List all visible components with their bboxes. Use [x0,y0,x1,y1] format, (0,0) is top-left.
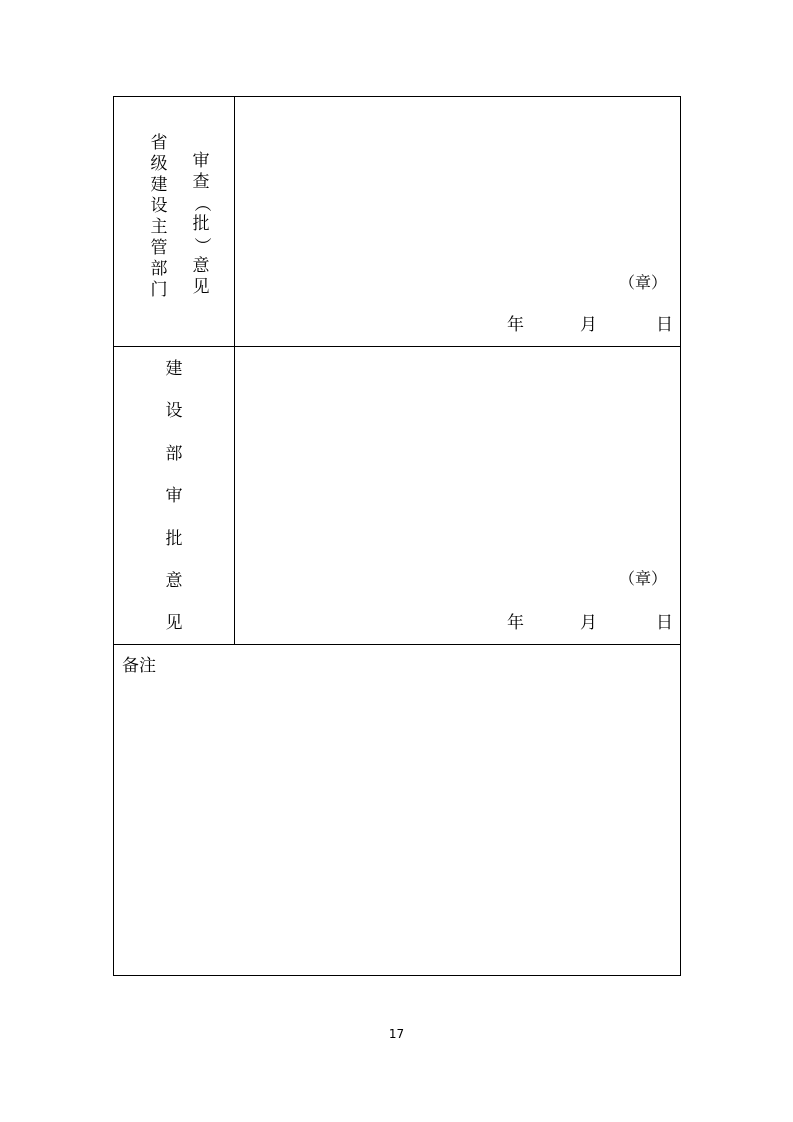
provincial-label-char: 门 [150,280,168,300]
label-column-divider [234,97,235,645]
ministry-label-char: 建 [165,359,183,379]
row-divider-2 [114,644,680,645]
provincial-day-label: 日 [656,315,673,335]
review-label-char: 审 [192,151,210,171]
provincial-seal-placeholder: （章） [619,273,668,292]
review-label-char: 查 [192,172,210,192]
provincial-label-char: 主 [150,217,168,237]
ministry-year-label: 年 [507,613,524,633]
review-label-char: （ [191,195,212,212]
row-divider-1 [114,346,680,347]
ministry-seal-placeholder: （章） [619,569,668,588]
provincial-label-char: 建 [150,175,168,195]
ministry-label-char: 部 [165,444,183,464]
page-number: 17 [388,1027,405,1041]
ministry-label-char: 见 [165,613,183,633]
ministry-month-label: 月 [580,613,597,633]
remarks-label: 备注 [122,656,156,676]
approval-form-table [113,96,681,976]
provincial-label-char: 级 [150,154,168,174]
provincial-label-char: 管 [150,238,168,258]
provincial-label-char: 省 [150,133,168,153]
provincial-label-column-1 [149,133,169,301]
review-label-char: ） [191,237,212,254]
provincial-label-char: 设 [150,196,168,216]
provincial-label-column-2 [191,151,211,298]
ministry-label-char: 审 [165,486,183,506]
ministry-label-char: 设 [165,401,183,421]
provincial-year-label: 年 [507,315,524,335]
review-label-char: 批 [192,214,210,234]
ministry-label-char: 批 [165,529,183,549]
ministry-label-char: 意 [165,571,183,591]
provincial-label-char: 部 [150,259,168,279]
review-label-char: 见 [192,277,210,297]
review-label-char: 意 [192,256,210,276]
ministry-day-label: 日 [656,613,673,633]
provincial-month-label: 月 [580,315,597,335]
